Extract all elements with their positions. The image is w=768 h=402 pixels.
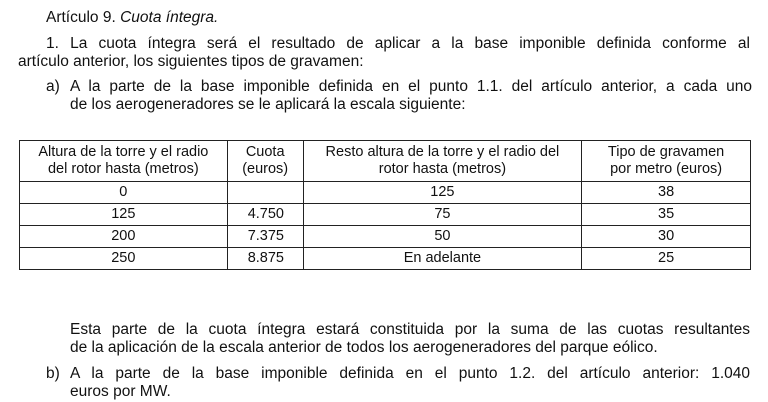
header-altura [20, 141, 228, 182]
header-cuota-line-2: (euros) [242, 161, 289, 177]
list-item-b-line-1: A la parte de la base imponible definida en el punto 1.2. del artículo anterior: 1.040 [70, 365, 750, 382]
header-tipo-line-1: Tipo de gravamen [607, 144, 725, 160]
article-number: Artículo 9. [46, 9, 116, 26]
cell-resto: 125 [303, 182, 582, 204]
cell-cuota: 7.375 [227, 226, 303, 248]
table-row [20, 204, 751, 226]
header-cuota [227, 141, 303, 182]
list-item-a-line-1: A la parte de la base imponible definida en el punto 1.1. del artículo anterior, a cada uno [70, 78, 752, 95]
cell-cuota: 8.875 [227, 248, 303, 270]
article-title: Cuota íntegra. [120, 9, 219, 26]
article-heading [46, 9, 218, 27]
list-marker-a: a) [46, 78, 60, 95]
paragraph-1-line-2: artículo anterior, los siguientes tipos de gravamen: [18, 53, 364, 70]
cell-resto: 75 [303, 204, 582, 226]
header-resto [303, 141, 582, 182]
list-item-b-line-2: euros por MW. [70, 383, 171, 400]
table-row [20, 248, 751, 270]
summary-paragraph [70, 321, 750, 357]
header-tipo-line-2: por metro (euros) [610, 161, 723, 177]
cell-altura: 0 [20, 182, 228, 204]
header-cuota-line-1: Cuota [245, 144, 285, 160]
table-header-row [20, 141, 751, 182]
table-row [20, 182, 751, 204]
cell-altura: 250 [20, 248, 228, 270]
cell-tipo: 35 [582, 204, 751, 226]
table-row [20, 226, 751, 248]
cell-tipo: 38 [582, 182, 751, 204]
cell-tipo: 30 [582, 226, 751, 248]
cell-altura: 200 [20, 226, 228, 248]
header-altura-line-2: del rotor hasta (metros) [47, 161, 199, 177]
tax-scale-table [19, 140, 751, 270]
paragraph-1 [18, 35, 750, 71]
cell-tipo: 25 [582, 248, 751, 270]
cell-cuota: 4.750 [227, 204, 303, 226]
header-tipo [582, 141, 751, 182]
header-resto-line-1: Resto altura de la torre y el radio del [325, 144, 560, 160]
cell-altura: 125 [20, 204, 228, 226]
cell-cuota [227, 182, 303, 204]
header-altura-line-1: Altura de la torre y el radio [38, 144, 209, 160]
list-item-a-text [70, 78, 752, 114]
header-resto-line-2: rotor hasta (metros) [378, 161, 507, 177]
list-item-a-line-2: de los aerogeneradores se le aplicará la escala siguiente: [70, 96, 466, 113]
cell-resto: En adelante [303, 248, 582, 270]
cell-resto: 50 [303, 226, 582, 248]
paragraph-1-line-1: 1. La cuota íntegra será el resultado de aplicar a la base imponible definida conforme al [46, 35, 750, 52]
list-marker-b: b) [46, 365, 60, 382]
summary-line-2: de la aplicación de la escala anterior de todos los aerogeneradores del parque eólico. [70, 339, 658, 356]
summary-line-1: Esta parte de la cuota íntegra estará constituida por la suma de las cuotas resultantes [70, 321, 750, 338]
list-item-b-text [70, 365, 750, 401]
